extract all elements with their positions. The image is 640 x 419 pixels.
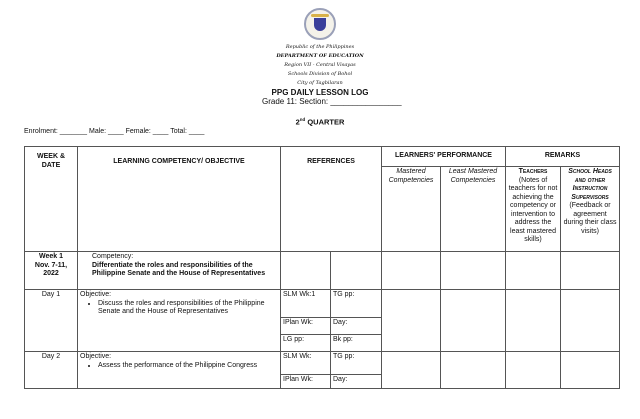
deped-seal-logo: [304, 8, 336, 40]
day2-cell: Day 2: [25, 352, 78, 389]
table-row-week: [25, 252, 620, 290]
header-least-mastered: Least Mastered Competencies: [441, 167, 506, 252]
header-teachers: Teachers (Notes of teachers for not achieving the competency or intervention to address the least mastered skills): [506, 167, 561, 252]
grade-section: Grade 11: Section: ________________: [262, 97, 402, 106]
city-text: City of Tagbilaran: [297, 80, 343, 86]
ref-day: Day:: [331, 375, 382, 389]
quarter-label: 2nd QUARTER: [295, 117, 345, 127]
lesson-log-table: [24, 146, 620, 389]
ref-tg: TG pp:: [331, 352, 382, 375]
republic-text: Republic of the Philippines: [285, 44, 355, 50]
ref-slm: SLM Wk:1: [281, 290, 331, 318]
region-text: Region VII - Central Visayas: [284, 62, 356, 68]
division-text: Schools Division of Bohol: [287, 71, 353, 77]
ref-bk: Bk pp:: [331, 335, 382, 352]
table-row-day1: [25, 290, 620, 318]
ref-iplan: IPlan Wk:: [281, 375, 331, 389]
department-text: DEPARTMENT OF EDUCATION: [276, 53, 364, 59]
ref-tg: TG pp:: [331, 290, 382, 318]
week-cell: Week 1 Nov. 7-11, 2022: [25, 252, 78, 290]
ref-slm: SLM Wk:: [281, 352, 331, 375]
day2-objective-cell: Objective: • Assess the performance of the Philippine Congress: [78, 352, 281, 389]
header-references: REFERENCES: [281, 147, 382, 252]
header-learning-competency: LEARNING COMPETENCY/ OBJECTIVE: [78, 147, 281, 252]
header-learners-performance: LEARNERS' PERFORMANCE: [382, 147, 506, 167]
ref-day: Day:: [331, 318, 382, 335]
ref-iplan: IPlan Wk:: [281, 318, 331, 335]
ref-lg: LG pp:: [281, 335, 331, 352]
day1-objective-cell: Objective: • Discuss the roles and responsibilities of the Philippine Senate and the House of Representatives: [78, 290, 281, 352]
header-remarks: REMARKS: [506, 147, 620, 167]
header-mastered: Mastered Competencies: [382, 167, 441, 252]
header-week-date: WEEK & DATE: [25, 147, 78, 252]
table-row-day2: [25, 352, 620, 375]
competency-cell: Competency: Differentiate the roles and responsibilities of the Philippine Senate and the House of Representatives: [78, 252, 281, 290]
enrolment-line: Enrolment: _______ Male: ____ Female: ____ Total: ____: [24, 128, 205, 135]
header-school-heads: School Heads and other Instruction Supervisors (Feedback or agreement during their class visits): [561, 167, 620, 252]
day1-cell: Day 1: [25, 290, 78, 352]
document-title: PPG DAILY LESSON LOG: [271, 88, 369, 97]
